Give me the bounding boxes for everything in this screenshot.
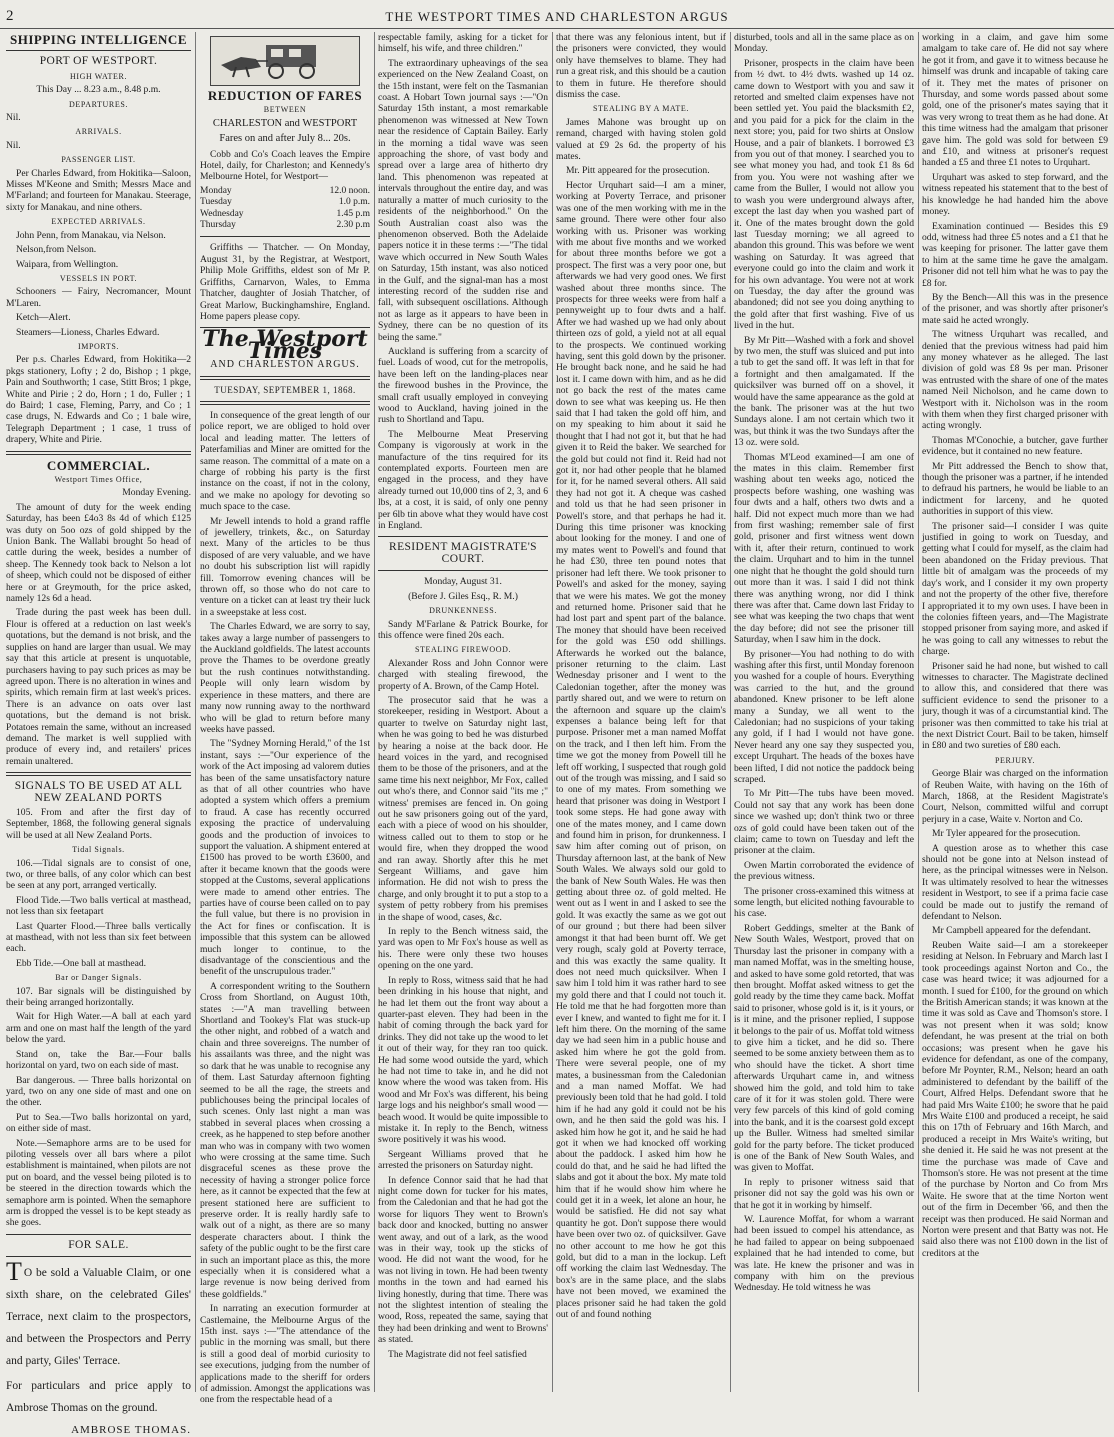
editorial-paragraph: respectable family, asking for a ticket for himself, his wife, and three children."	[378, 32, 548, 55]
court-paragraph: Examination continued — Besides this £9 odd, witness had three £5 notes and a £1 that he was keeping for prisoner. The latter gave them to him at the same time he gave the amalgam. Prisoner did not tell him what he was to pay the £8 for.	[922, 220, 1108, 289]
column-rule	[374, 32, 375, 1392]
perjury-heading: PERJURY.	[994, 755, 1035, 765]
editorial-paragraph: In consequence of the great length of our police report, we are obliged to hold over local and leading matter. The letters of Paterfamilias and Miner are omitted for the same reason. The committal of a mate on a charge of robbing his party is the first instance on the coast, if not in the colony, and we make no apology for devoting so much space to the case.	[200, 409, 370, 513]
divider	[200, 401, 370, 405]
bar-heading: Bar or Danger Signals.	[55, 973, 142, 983]
forsale-paragraph	[6, 1257, 191, 1372]
court-paragraph: To Mr Pitt—The tubs have been moved. Could not say that any work has been done since we washed up; don't think two or three ozs of gold could have been taken out of the claim; came to town on Tuesday and left the prisoner at the claim.	[734, 788, 914, 857]
drunkenness-heading: DRUNKENNESS.	[429, 606, 497, 616]
court-paragraph: disturbed, tools and all in the same place as on Monday.	[734, 32, 914, 55]
high-water-heading: HIGH WATER.	[69, 71, 128, 81]
fares-price: Fares on and after July 8... 20s.	[219, 133, 351, 145]
court-paragraph: In reply to the Bench witness said, the yard was open to Mr Fox's house as well as his. There were only these two houses opening on the one yard.	[378, 926, 548, 972]
forsale-signature: AMBROSE THOMAS.	[71, 1424, 191, 1437]
schedule-row	[200, 220, 370, 231]
court-paragraph: Owen Martin corroborated the evidence of the previous witness.	[734, 859, 914, 883]
commercial-title: COMMERCIAL.	[46, 457, 151, 473]
court-paragraph: In defence Connor said that he had that night come down for tucker for his mates, from the Caledonian and that he had got the worse for liquors They went to Brown's back door and knocked, butting no answer went away, and out of a lark, as the wood was in their way, took up the sticks of wood. He did not want the wood, for he was not living in town. He had been twenty months in the town and had earned his living honestly, during that time. There was not the slightest intention of stealing the wood, Ross, repeated the same, saying that they had been drinking and went to Browns' as stated.	[378, 1174, 548, 1346]
vessels-item: Schooners — Fairy, Necromancer, Mount M'Laren.	[6, 286, 191, 309]
court-paragraph: that there was any felonious intent, but if the prisoners were convicted, they would only have themselves to blame. They had run a great risk, and this should be a caution to them in future. He therefore should dismiss the case.	[556, 32, 726, 101]
court-date: Monday, August 31.	[424, 576, 502, 588]
forsale-title: FOR SALE.	[68, 1238, 129, 1251]
divider	[6, 1256, 191, 1257]
forsale-text: O be sold a Valuable Claim, or one sixth share, on the celebrated Giles' Terrace, next claim to the prospectors, and between the Prospectors and Perry and party, Giles' Terrace.	[6, 1267, 191, 1368]
court-paragraph: Robert Geddings, smelter at the Bank of New South Wales, Westport, proved that on Thursday last the prisoner in company with a man named Moffat, was in the smelting house, and asked to have some gold retorted, that was then brought. Moffat asked witness to get the gold ready by the time they came back. Moffat said to prisoner, whose gold is it, is it yours, or is it mine, and the prisoner replied, I suppose it belongs to the pair of us. Moffat told witness to give him a ticket, and he did so. There seemed to be some anxiety between them as to who should have the ticket. A short time afterwards Urquhart came in, and witness showed him the gold, and told him to take care of it for it was stolen gold. There were very few parcels of this kind of gold coming into the bank, and it is the coarsest gold except up the Buller. Witness had smelted similar gold for the party before. The ticket produced is one of the Bank of New South Wales, and was given to Moffat.	[734, 922, 914, 1174]
signals-paragraph: Ebb Tide.—One ball at masthead.	[16, 957, 147, 969]
commercial-office: Westport Times Office,	[54, 475, 143, 484]
editorial-paragraph: A correspondent writing to the Southern Cross from Shortland, on August 10th, states :—"A man travelling between Shortland and Tookey's Flat was stuck-up the other night, and robbed of a watch and chain and three sovereigns. The number of his assailants was three, and the night was so dark that he was unable to recognise any of them. Last Saturday afternoon fighting seemed to be all the rage, the streets and publichouses being the principal locales of such scenes. Only last night a man was stabbed in several places when crossing a creek, as he happened to step before another man who was in company with two women who were crossing at the same time. Such disgraceful scenes as these prove the necessity of having a stronger police force here, as it cannot be expected that the few at present stationed here are sufficient to preserve order. It is really hardly safe to walk out of a night, as there are so many desperate characters about. I think the safety of the public ought to be the first care in such an important place as this, the more especially when it is considered what a large revenue is now being derived from these goldfields."	[200, 980, 370, 1300]
arrivals-heading: ARRIVALS.	[75, 127, 122, 137]
fares-between: BETWEEN	[263, 105, 307, 115]
commercial-date: Monday Evening.	[122, 487, 191, 499]
divider	[378, 570, 548, 571]
court-paragraph: Prisoner, prospects in the claim have been from ½ dwt. to 4½ dwts. washed up 14 oz. came down to Westport with you and saw it retorted and smelted claim expenses have not been settled yet. You paid the blacksmith £2, and you paid for a pick for the claim in the next store; you, paid for two shirts at Onslow House, and a pair of blankets. I borrowed £3 from you out of that money. I searched you to see what money you had, and took £1 8s 6d from you. You were not washing after we came from the Buller, I would not allow you to wash you were underground always after, except the last day when you washed part of it. One of the mates brought down the gold last Tuesday morning; we all agreed to abandon this ground. This was before we went washing on Saturday. It was agreed that everyone could go into the claim and work it for his own advantage. You were not at work on Tuesday, the day after the ground was abandoned; did not see you doing anything to the gold after that first washing. Five of us lived in the hut.	[734, 57, 914, 332]
schedule-day: Tuesday	[200, 197, 232, 208]
schedule-row	[200, 209, 370, 220]
imports-text: Per p.s. Charles Edward, from Hokitika—2 pkgs stationery, Lofty ; 2 do, Bishop ; 1 pkge, Pain and Southworth; 1 case, Stitt Bros; 1 pkge, White and Pirie ; 2 do, Horn ; 1 do, Fuller ; 1 do Baird; 1 case, Fleming, Parry, and Co ; 1 case drugs, N. Edwards and Co ; 1 bale wire, Telegraph Department ; 1 case, 1 truss of drapery, White and Pirie.	[6, 354, 191, 446]
court-paragraph: W. Laurence Moffat, for whom a warrant had been issued to compel his attendance, as he had failed to appear on being subpoenaed explained that he had intended to come, but was late. He knew the prisoner and was in company with him on the previous Wednesday. He told witness he was	[734, 1214, 914, 1294]
fares-title: REDUCTION OF FARES	[207, 88, 363, 103]
court-paragraph: James Mahone was brought up on remand, charged with having stolen gold valued at £9 2s 6d. the property of his mates.	[556, 116, 726, 163]
editorial-paragraph: The "Sydney Morning Herald," of the 1st instant, says :—"Our experience of the work of the Act imposing ad valorem duties has been of the same unsatisfactory nature as that of all other countries who have adopted a system which offers a premium to fraud. A case has recently occurred exposing the practice of undervaluing goods and the production of invoices to support the valuation. A shipment entered at £1500 has proved to be worth £3600, and after it became known that the goods were stopped at the Customs, several applications were made to amend other entries. The parties have of course been called on to pay the full value, but there is no provision in the Act for fines or confiscation. It is impossible that this system can be allowed much longer to continue, to the disadvantage of the conscientious and the benefit of the unscrupulous trader."	[200, 738, 370, 978]
marriage-notice: Griffiths — Thatcher. — On Monday, August 31, by the Registrar, at Westport, Philip Mole Griffiths, eldest son of Mr P. Griffiths, Carnarvon, Wales, to Emma Thatcher, daughter of Josiah Thatcher, of Great Marlow, Buckinghamshire, England. Home papers please copy.	[200, 242, 370, 322]
schedule-time: 2.30 p.m	[336, 220, 370, 231]
tidal-heading: Tidal Signals.	[72, 845, 125, 855]
court-paragraph: In reply to prisoner witness said that prisoner did not say the gold was his own or that he got it in working by himself.	[734, 1176, 914, 1211]
court-paragraph: Mr Pitt addressed the Bench to show that, though the prisoner was a partner, if he intended to defraud his partners, he would be liable to an indictment for larceny, and he quoted authorities in support of this view.	[922, 460, 1108, 518]
newspaper-running-title: THE WESTPORT TIMES AND CHARLESTON ARGUS	[385, 9, 729, 24]
firewood-heading: STEALING FIREWOOD.	[414, 645, 512, 655]
editorial-paragraph: The Charles Edward, we are sorry to say, takes away a large number of passengers to the Auckland goldfields. The latest accounts prove the Thames to be overdone greatly but the rush continues notwithstanding. People will only learn wisdom by experience in these matters, and there are many now running away to the northward who will be glad to return before many weeks have passed.	[200, 621, 370, 735]
column-3	[378, 32, 548, 1394]
dropcap: T	[6, 1257, 22, 1287]
paper-nameplate: The Westport Times	[202, 326, 368, 364]
court-paragraph: Sergeant Williams proved that he arrested the prisoners on Saturday night.	[378, 1148, 548, 1172]
court-paragraph: Sandy M'Farlane & Patrick Bourke, for this offence were fined 20s each.	[378, 618, 548, 641]
column-rule	[918, 32, 919, 1392]
court-paragraph: The prosecutor said that he was a storekeeper, residing in Westport. About a quarter to twelve on Saturday night last, when he was going to bed he was disturbed by hearing a noise at the back door. He heard voices in the yard, and recognised them to be those of the prisoners, and at the same time his next neighbor, Mr Fox, called out who's there, and Connor said "its me ;" witness' premises are fenced in. On going out he saw prisoners going out of the yard, each with a piece of wood on his shoulder, witness called out to them to stop or he would fire, when they dropped the wood and ran away. Shortly after this he met Sergeant Williams, and gave him information. He did not wish to press the charge, and only brought it to put a stop to a system of petty robbery from his premises in the shape of wood, cases, &c.	[378, 694, 548, 923]
signals-paragraph: Note.—Semaphore arms are to be used for piloting vessels over all bars where a pilot establishment is maintained, when pilots are not put on board, and the vessel being piloted is to be steered in the direction towards which the semaphore arm is pointed. When the semaphore arm is dropped the vessel is to be kept steady as she goes.	[6, 1137, 191, 1229]
schedule-time: 1.0 p.m.	[338, 197, 370, 208]
court-paragraph: Thomas M'Conochie, a butcher, gave further evidence, but it contained no new feature.	[922, 434, 1108, 458]
editorial-paragraph: Mr Jewell intends to hold a grand raffle of jewellery, trinkets, &c., on Saturday next. Many of the articles to be thus disposed of are very valuable, and we have no doubt his subscription list will rapidly fill. Tomorrow evening chances will be thrown off, so those who do not care to venture on a ticket can at least try their luck in a sweepstake at less cost.	[200, 515, 370, 618]
schedule-time: 12.0 noon.	[329, 185, 370, 196]
schedule-time: 1.45 p.m	[336, 208, 370, 219]
arrivals-text: Nil.	[6, 139, 21, 151]
expected-item: John Penn, from Manakau, via Nelson.	[16, 229, 166, 241]
signals-title: SIGNALS TO BE USED AT ALL NEW ZEALAND PORTS	[14, 780, 183, 804]
column-rule	[730, 32, 731, 1392]
vessels-heading: VESSELS IN PORT.	[59, 273, 138, 283]
court-paragraph: The prisoner cross-examined this witness at some length, but elicited nothing favourable to his case.	[734, 885, 914, 920]
divider	[6, 1234, 191, 1235]
court-paragraph: In reply to Ross, witness said that he had been drinking in his house that night, and he had let them out the front way about a quarter-past eleven. They had been in the habit of coming through the back yard for drinks. They did not take up the wood to let it out of their way, for they ran too quick. He had some wood outside the yard, which he had not time to take in, and he did not know where the wood was taken from. His wood and Mr Fox's was different, his being large logs and his neighbor's small wood — beach wood. It would be quite impossible to mistake it. In reply to the Bench, witness swore positively it was his wood.	[378, 974, 548, 1146]
signals-paragraph: Last Quarter Flood.—Three balls vertically at masthead, with not less than six feet between each.	[6, 920, 191, 955]
court-before: (Before J. Giles Esq., R. M.)	[408, 590, 518, 602]
column-rule	[552, 32, 553, 1392]
editorial-paragraph: Auckland is suffering from a scarcity of fuel. Loads of wood, cut for the metropolis, have been left on the landing-places near the firewood bushes in the Province, the small craft usually employed in conveying wood to Auckland, having joined in the rush to Shortland and Tapu.	[378, 345, 548, 426]
signals-paragraph: 106.—Tidal signals are to consist of one, two, or three balls, of any color which can best be seen at any port, arranged vertically.	[6, 857, 191, 892]
coach-engraving	[210, 36, 360, 86]
commercial-paragraph: Trade during the past week has been dull. Flour is offered at a reduction on last week's quotations, but the demand is not brisk, and the supplies on hand are larger than usual. We may say that this article at present is unquotable, purchasers having to pay such prices as may be agreed upon. There is no alteration in wines and spirits, which remain firm at last week's prices. There is an advance on oats over last quotations, but the demand is not brisk. Potatoes remain the same, without an increased demand. The market is well supplied with produce of every ind, and retailers' prices remain unaltered.	[6, 607, 191, 767]
court-paragraph: By the Bench—All this was in the presence of the prisoner, and was shortly after prisoner's mate said he acted wrongly.	[922, 291, 1108, 326]
signals-paragraph: Stand on, take the Bar.—Four balls horizontal on yard, two on each side of mast.	[6, 1048, 191, 1072]
column-6	[922, 32, 1108, 1394]
high-water-times: This Day ... 8.23 a.m., 8.48 p.m.	[36, 84, 161, 96]
court-paragraph: Prisoner said he had none, but wished to call witnesses to character. The Magistrate declined to allow this, and considered that there was sufficient evidence to send the prisoner to a jury, though it was of a circumstantial kind. The prisoner was then committed to take his trial at the next District Court. Bail to be taken, himself in £80 and two sureties of £80 each.	[922, 660, 1108, 752]
signals-paragraph: 107. Bar signals will be distinguished by their being arranged horizontally.	[6, 985, 191, 1009]
editorial-paragraph: In narrating an execution formurder at Castlemaine, the Melbourne Argus of the 15th inst. says :—"The attendance of the public in the morning was small, but there is still a good deal of morbid curiosity to see executions, judging from the number of applications made to the sheriff for orders of admission. Amongst the applications was one from the respectable head of a	[200, 1303, 370, 1406]
signals-paragraph: Wait for High Water.—A ball at each yard arm and one on mast half the length of the yard below the yard.	[6, 1011, 191, 1046]
vessels-item: Ketch—Alert.	[16, 312, 71, 324]
signals-paragraph: Bar dangerous. — Three balls horizontal on yard, two on any one side of mast and one on the other.	[6, 1074, 191, 1109]
signals-paragraph: 105. From and after the first day of September, 1868, the following general signals will be used at all New Zealand Ports.	[6, 806, 191, 841]
passenger-text: Per Charles Edward, from Hokitika—Saloon, Misses M'Keone and Smith; Messrs Mace and M'Farland; and fourteen for Manakau. Steerage, sixty for Manakau, and nine others.	[6, 167, 191, 213]
imports-heading: IMPORTS.	[78, 341, 119, 351]
stealing-by-mate-heading: STEALING BY A MATE.	[593, 104, 689, 114]
vessels-item: Steamers—Lioness, Charles Edward.	[16, 326, 160, 338]
coach-icon	[211, 37, 359, 83]
schedule-day: Wednesday	[200, 208, 244, 219]
schedule-day: Monday	[200, 185, 232, 196]
coach-schedule	[200, 186, 370, 232]
schedule-row	[200, 197, 370, 208]
court-paragraph: George Blair was charged on the information of Reuben Waite, with having on the 16th of March, 1868, at the Resident Magistrate's Court, Nelson, committed wilful and corrupt perjury in a case, Waite v. Norton and Co.	[922, 768, 1108, 825]
signals-paragraph: Flood Tide.—Two balls vertical at masthead, not less than six feetapart	[6, 894, 191, 918]
expected-heading: EXPECTED ARRIVALS.	[51, 217, 146, 227]
court-paragraph: The witness Urquhart was recalled, and denied that the previous witness had paid him any money whatever as he alleged. The last division of gold was £8 9s per man. Prisoner was entrusted with the share of one of the mates named Neil Nicholson, and he came down to Westport with it. Nicholson was in the room with them when they first charged prisoner with acting wrongly.	[922, 329, 1108, 432]
court-paragraph: Reuben Waite said—I am a storekeeper residing at Nelson. In February and March last I took proceedings against Norton and Co., the case was heard twice; it was adjourned for a month. I sued for £100, for the ground on which the British American stands; it was known at the time it was sold as Cave and Thomson's store. I was not present when it was sold; know defendant, he was present at the trial on both occasions; was present when he gave his evidence for defendant, as one of the company, before Mr Poynter, R.M., Nelson; heard an oath administered to defendant by the bailiff of the Court, Alfred Helps. Defendant swore that he had paid Mrs Waite £100; he swore that he paid Mrs Waite £100 and produced a receipt, he said this on 17th of February and 16th March, and produced a receipt in Mrs Waite's writing, but she denied it. He said he was not present at the time the purchase was made of Cave and Thomson's store. He was not present at the time of the purchase by Norton and Co from Mrs Waite. He swore that at the time Norton went out of the firm in December '66, and then the receipt was then produced. He said Norman and Norton were present and that Batty was not. He said also there was not £100 down in the list of creditors at the	[922, 939, 1108, 1259]
column-4	[556, 32, 726, 1394]
court-paragraph: By Mr Pitt—Washed with a fork and shovel by two men, the stuff was sluiced and put into a tub to get the sand off. It was left in that for a fortnight and then amalgamated. If the quicksilver was burned off on a shovel, it would have the same appearance as the gold at the bank. The prisoner was at the hut two Sundays alone. I am not certain which two it was, but think it was the two Sundays after the 13 oz. were sold.	[734, 334, 914, 449]
divider	[378, 536, 548, 537]
court-paragraph: working in a claim, and gave him some amalgam to take care of. He did not say where he got it from, and gave it to witness because he himself was drunk and incapable of taking care of it. They met the mates of prisoner on Thursday, and some words passed about some gold, one of the prisoner's mates saying that it was very wrong to treat them as he had done. At this time witness had the amalgam that prisoner gave him. The gold was sold for between £9 and £10, and witness at prisoner's request handed a £5 and three £1 notes to Urquhart.	[922, 32, 1108, 169]
schedule-row	[200, 186, 370, 197]
court-paragraph: Mr Tyler appeared for the prosecution.	[932, 828, 1081, 840]
divider	[6, 50, 191, 51]
expected-item: Waipara, from Wellington.	[16, 258, 119, 270]
signals-paragraph: Put to Sea.—Two balls horizontal on yard, on either side of mast.	[6, 1111, 191, 1135]
port-title: PORT OF WESTPORT.	[39, 55, 158, 68]
page-masthead	[0, 0, 1114, 29]
court-paragraph: The prisoner said—I consider I was quite justified in going to work on Tuesday, and getting what I could for myself, as the claim had been abandoned on the Friday previous. That little bit of amalgam was the proceeds of my day's work, and I consider it my own property and not the property of the other five, therefore I appropriated it to my own uses. I have been in the colonies fifteen years, and—The Magistrate stopped prisoner from saying more, and asked if he was going to call any witnesses to rebut the charge.	[922, 520, 1108, 658]
court-paragraph: By prisoner—You had nothing to do with washing after this first, until Monday forenoon you washed for a couple of hours. Everything was carried to the hut, and the ground abandoned. Knew prisoner to be left alone many a Sunday, we all went to the Caledonian; had no suspicions of your taking any gold, if I had I would not have gone. Never heard any one say they suspected you, except Urquhart. The heads of the boxes have been lifted, I did not notice the paddock being scraped.	[734, 648, 914, 785]
fares-route: CHARLESTON and WESTPORT	[212, 117, 358, 129]
forsale-contact: For particulars and price apply to Ambrose Thomas on the ground.	[6, 1380, 191, 1415]
court-paragraph: Mr. Pitt appeared for the prosecution.	[566, 165, 710, 177]
departures-heading: DEPARTURES.	[69, 99, 128, 109]
passenger-heading: PASSENGER LIST.	[61, 155, 136, 165]
commercial-paragraph: The amount of duty for the week ending Saturday, has been £4o3 8s 4d of which £125 was duty on 5oo ozs of gold shipped by the Union Bank. The Wallabi brought 5o head of cattle during the week, besides a number of sheep. The Kennedy took back to Nelson a lot of sheep, which could not be disposed of either here or at Greymouth, for the price asked, namely 12s 6d a head.	[6, 501, 191, 605]
editorial-paragraph: The extraordinary upheavings of the sea experienced on the New Zealand Coast, on the 15th instant, were felt on the Tasmanian coast. A Hobart Town journal says :—"On Saturday 15th instant, a most remarkable phenomenon was witnessed at New Town near the residence of Captain Bailey. Early in the morning a tidal wave was seen approaching the shore, of vast body and spread over a large area of hitherto dry land. This phenomenon was repeated at intervals throughout the entire day, and was naturally a matter of much curiosity to the residents of the neighborhood." On the South Australian coast also was the phenomenon observed. Both the Adelaide papers notice it in these terms :—"The tidal wave which occurred in New South Wales on Saturday, 15th instant, was also noticed in the Gulf, and the signal-man has a most interesting record of the sudden rise and fall, with subsequent oscillations. Although not as large as it appears to have been in Sydney, there can be no question of its being the same."	[378, 57, 548, 343]
court-paragraph: Hector Urquhart said—I am a miner, working at Poverty Terrace, and prisoner was one of the men working with me in the same ground. There were other four also working with us. Prisoner was working with me about five months and we worked for about three months before we got a prospect. The first was a very poor one, but afterwards we had very good ones. We first washed about three months since. The prospects for three weeks were from half a pennyweight up to four dwts and a half. After we had washed up we had only about thirteen ozs of gold, a yield not at all equal to the prospects. We continued working having, sent this gold down by the prisoner. He brought back none, and he said he had lost it. I came down with him, and as he did not go back the rest of the mates came down to see what was keeping us. He then said that I had taken the gold off him, and on my speaking to him about it said he thought that I had not got it, but that he had given it to Reid the baker. We searched for the gold but could not find it. Reid had not got it, nor had other people that he blamed for it, for he named several others. All said they had not got it. A cheque was cashed and told us that he had seen prisoner in Powell's store, and that perhaps he had it. During this time prisoner was knocking about looking for the money. I and one of my mates went to Powell's and found that he had £30, three ten pound notes that prisoner had left there. We took prisoner to Powell's and asked for the money, saying that we were his mates. We got the money and returned home. Prisoner said that he had lost part and spent part of the balance. The money that should have been received for the gold was £50 odd shillings. Afterwards he worked out the balance, prisoner returning to the claim. Last Wednesday prisoner and I went to the Caledonian together, after the money was partly shared out, and we were to return on the afternoon and square up the claim's expenses a balance being left for that purpose. Prisoner met a man named Moffat on the track, and I then left him. From the time we got the money from Powell till he left off working, I suspected that rough gold out of the trough was missing, and I said so to one of my mates. From something we heard that prisoner was doing in Westport I took some steps. He had gone away with one of the mates money, and I came down and found him in prison, for drunkenness. I saw him after coming out of prison, on Thursday afternoon last, at the bank of New South Wales. We always sold our gold to the bank of New South Wales. He was then getting about three oz. of gold melted. He went out as I went in and I asked to see the gold. It was exactly the same as we got out of our ground ; but there had been silver amongst it that had been burnt off. We get very rough, scaly gold at Poverty terrace, and this was exactly the same quality. It does not need much quicksilver. When I saw him I told him it was rather hard to see my gold there and that I could not touch it. He told me that he had forgotten more than ever I knew, and wanted to fight me for it. I left him there. On the morning of the same day we had seen him in a public house and asked him where he got the gold from. There were several people, one of my mates, a businessman from the Caledonian and a man named Moffat. We had previously been told that he had gold. I told him if he had any gold it could not be his own, and he then said the gold was his. I asked him how he got it, and he said he had got it when we had knocked off working about the paddock. I asked him how he could do that, and he said he had lifted the slabs and got it about the box. My mate told him that if he would show him where he could get it in a week, let alone an hour, he would be satisfied. He did not say what quantity he got. Don't suppose there would have been over two oz. of quicksilver. Gave no other account to me how he got this gold, but did to a man in the lockup. Left off working the claim last Wednesday. The box's are in the same place, and the slabs have not been moved, we examined the places prisoner said he had taken the gold out of and found nothing	[556, 179, 726, 1321]
editorial-paragraph: The Melbourne Meat Preserving Company is vigorously at work in the manufacture of the tins required for its contemplated exports. Fourteen men are engaged in the process, and they have already turned out 10,000 tins of 2, 3, and 6 lbs, at a cost, it is said, of only one penny per 6lb tin above what they would have cost in England.	[378, 428, 548, 532]
column-5	[734, 32, 914, 1394]
coach-paragraph: Cobb and Co's Coach leaves the Empire Hotel, daily, for Charleston; and Kennedy's Melbourne Hotel, for Westport—	[200, 148, 370, 183]
schedule-day: Thursday	[200, 220, 236, 231]
divider	[6, 451, 191, 455]
column-1	[6, 32, 191, 1437]
shipping-title: SHIPPING INTELLIGENCE	[9, 32, 187, 47]
departures-text: Nil.	[6, 112, 21, 124]
column-2	[200, 32, 370, 1406]
court-paragraph: Mr Campbell appeared for the defendant.	[932, 925, 1091, 937]
court-paragraph: Urquhart was asked to step forward, and the witness repeated his statement that to the best of his knowledge he had handed him the above money.	[922, 171, 1108, 218]
paper-subtitle: AND CHARLESTON ARGUS.	[210, 359, 360, 371]
court-paragraph: A question arose as to whether this case should not be gone into at Nelson instead of here, as the principal witnesses were in Nelson. It was ultimately resolved to hear the witnesses resident in Westport, to see if a prima facie case could be made out to justify the remand of defendant to Nelson.	[922, 842, 1108, 923]
page-number: 2	[6, 8, 14, 24]
expected-item: Nelson,from Nelson.	[16, 244, 97, 256]
column-rule	[195, 32, 196, 1392]
court-paragraph: Thomas M'Leod examined—I am one of the mates in this claim. Remember first washing about ten weeks ago, noticed the prospects before washing, one washing was four dwts and a half, others two dwts and a half. Did not expect much more than we had from first washing; remember sale of first gold, prisoner and first witness went down with it, after their return, continued to work the claim. Urquhart and to him in the tunnel one night that he thought the gold should turn out more than it was. I said I did not think there was anything wrong, nor did I think there was after that. Came down last Friday to see what was keeping the two chaps that went the day before; did not see the prisoner till Saturday, when I saw him in the dock.	[734, 451, 914, 646]
divider	[200, 236, 370, 237]
court-paragraph: The Magistrate did not feel satisfied	[388, 1348, 527, 1360]
divider	[6, 772, 191, 776]
court-paragraph: Alexander Ross and John Connor were charged with stealing firewood, the property of A. Brown, of the Camp Hotel.	[378, 657, 548, 692]
dateline: TUESDAY, SEPTEMBER 1, 1868.	[214, 384, 356, 395]
divider	[200, 376, 370, 380]
court-title: RESIDENT MAGISTRATE'S COURT.	[389, 541, 537, 565]
